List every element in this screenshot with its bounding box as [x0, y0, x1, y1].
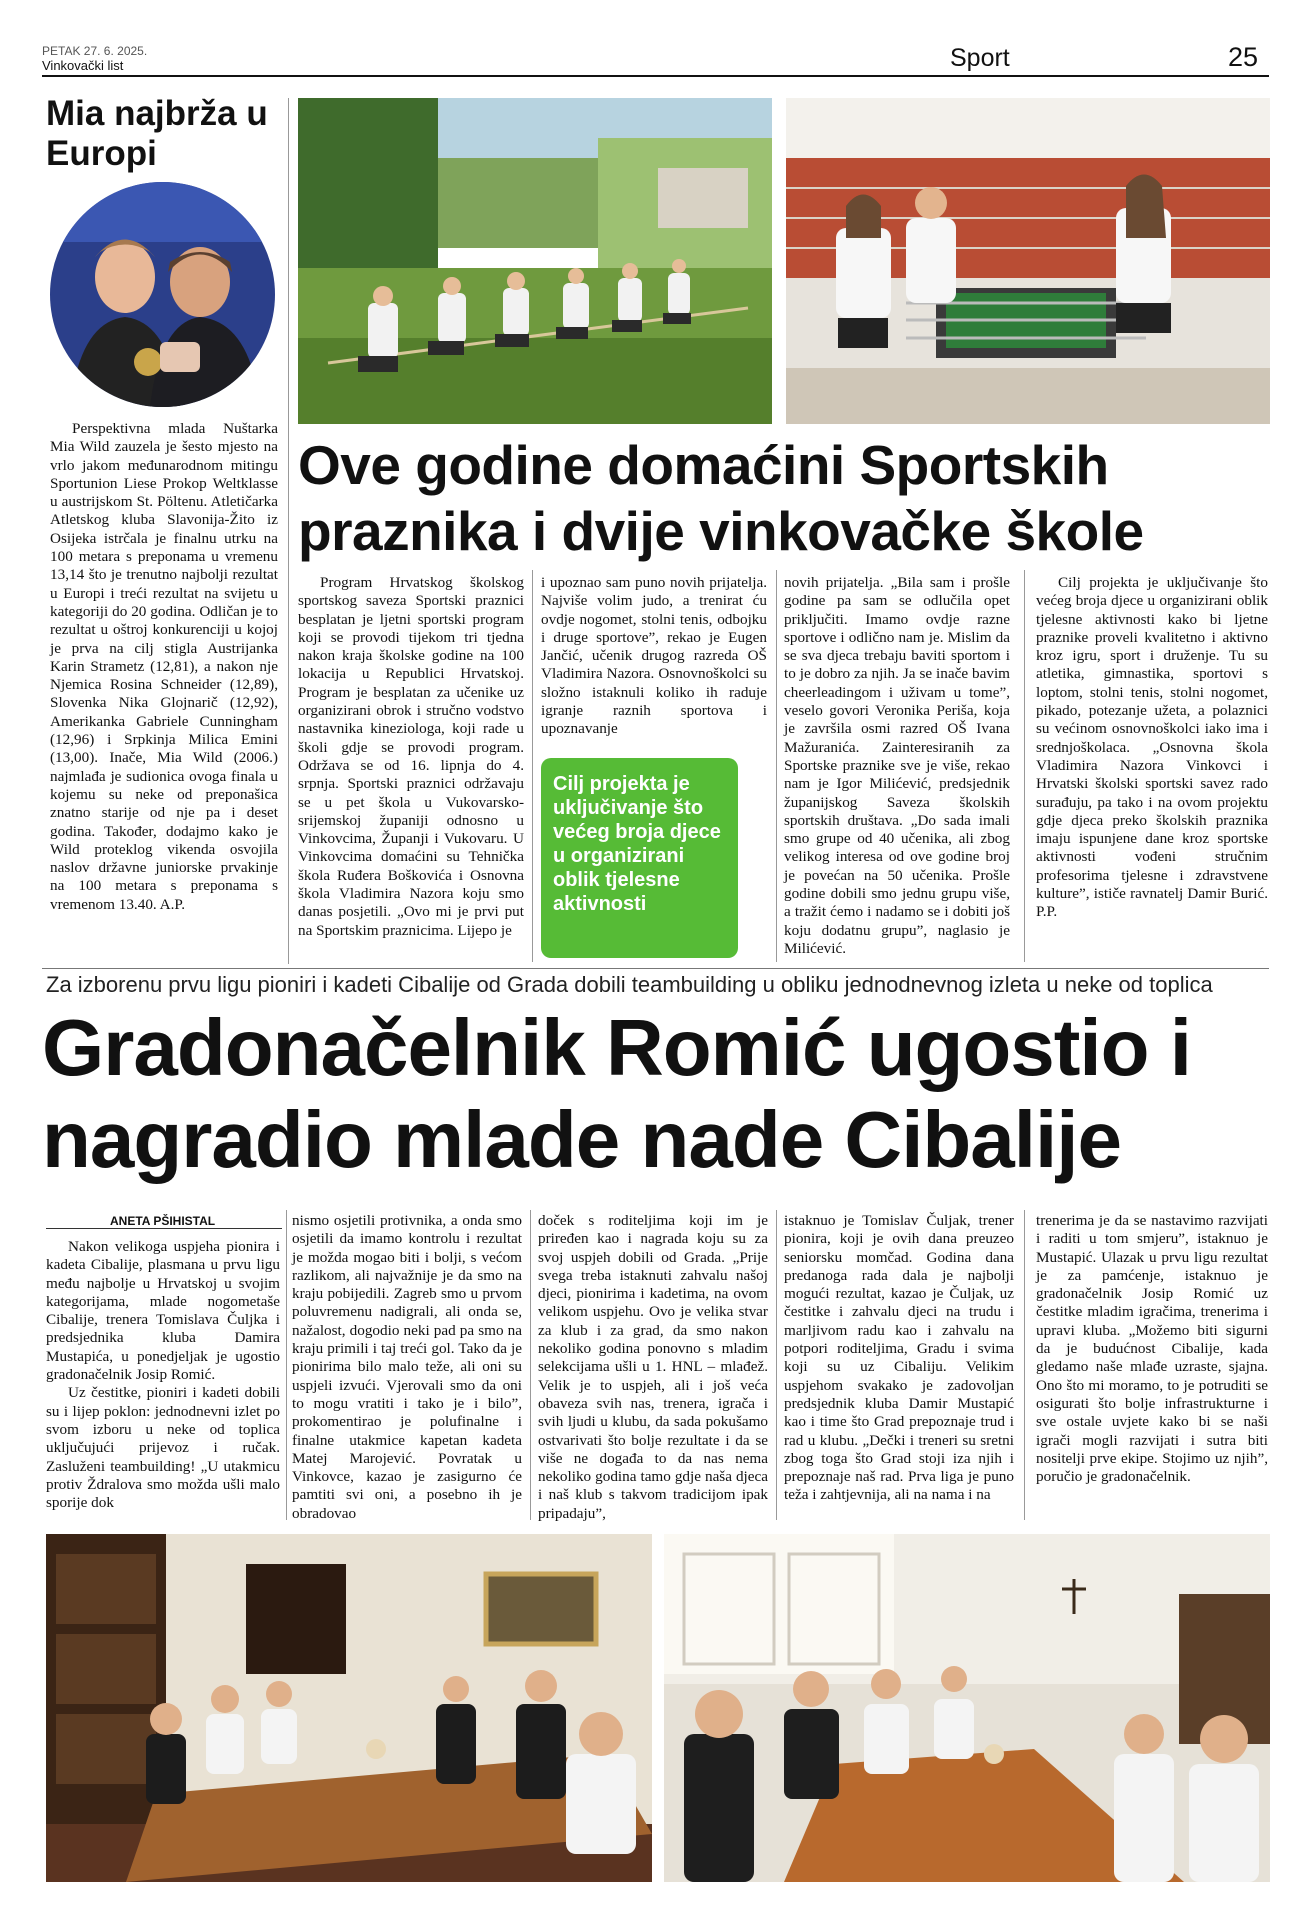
author-rule [46, 1228, 282, 1229]
article2-column-4: istaknuo je Tomislav Čuljak, trener pionira, koji je ovih dana preuzeo seniorsku momčad. Godina dana predanoga rada dala je najbolji mogući rezultat, kazao je Čuljak, uz čestitke i zahvalu djeci na trudu i marljivom radu kao i zahvalu na potpori roditeljima, Gradu i svima koji su uz Cibaliju. Velikim uspjehom svakako je zadovoljan predsjednik kluba Damir Mustapić kao i time što Grad prepoznaje trud i rad u klubu. „Dečki i treneri su sretni zbog toga što Grad stoji iza njih i prepoznaje naš rad. Prva liga je puno teža i zahtjevnija, ali na nama i na [784, 1212, 1014, 1504]
article2-column-3: doček s roditeljima koji im je priređen kao i nagrada koju su za svoj uspjeh dobili od Grada. „Prije svega treba istaknuti zahvalu našoj djeci, pionirima i kadetima, na ovom velikom uspjehu. Ovo je velika stvar za klub i za grad, da smo nakon nekoliko godina ponovno s mladim selekcijama ušli u 1. HNL – mlađež. Velik je to uspjeh, ali i još veća obaveza svih nas, trenera, igrača i svih ljudi u klubu, da sada pokušamo ostvarivati što bolje rezultate i da se više ne događa to da nas nema nekoliko godina tamo gdje naša djeca i naš klub s takvom tradicijom ipak pripadaju”, [538, 1212, 768, 1522]
article2-headline: Gradonačelnik Romić ugostio i nagradio mlade nade Cibalije [42, 1003, 1191, 1184]
article2-column-2: nismo osjetili protivnika, a onda smo osjetili da imamo kontrolu i rezultat je možda mogao biti i bolji, s većom razlikom, ali najvažnije je da smo na kraju pobijedili. Zagreb smo u prvom poluvremenu nadigrali, ali onda se, nažalost, dogodio neki pad pa smo na kraju primili i taj treći gol. Tako da je pionirima bilo malo teže, ali oni su uspjeli izvući. Vjerovali smo da oni to mogu vratiti i tako je i bilo”, prokomentirao je polufinalne i finalne utakmice kapetan kadeta Matej Marojević. Povratak u Vinkovce, kazao je zasigurno će pamtiti svi oni, a posebno ih je obradovao [292, 1212, 522, 1522]
tug-of-war-photo [298, 98, 772, 424]
article2-column-1: Nakon velikoga uspjeha pionira i kadeta Cibalije, plasmana u prvu ligu među najbolje u Hrvatskoj u svojim kategorijama, mlade nogometaše Cibalije, trenera Tomislava Čuljka i predsjednika kluba Damira Mustapića, u ponedjeljak je ugostio gradonačelnik Josip Romić. Uz čestitke, pioniri i kadeti dobili su i lijep poklon: jednodnevni izlet po svom izboru u neke od toplica uključujući prijevoz i ručak. Zasluženi teambuilding! „U utakmicu protiv Ždralova smo možda ušli malo sporije dok [46, 1238, 280, 1512]
newspaper-name: Vinkovački list [42, 58, 124, 73]
article1-column-1: Program Hrvatskog školskog sportskog saveza Sportski praznici besplatan je ljetni sportski program koji se provodi tijekom tri tjedna nakon kraja školske godine na 100 lokacija u Republici Hrvatskoj. Program je besplatan za učenike uz organizirani obrok i stručno vodstvo nastavnika kineziologa, koji rade u školi gdje se provodi program. Održava se od 16. lipnja do 4. srpnja. Sportski praznici održavaju se u pet škola u Vukovarsko-srijemskoj županiji odnosno u Vinkovcima, Županji i Vukovaru. U Vinkovcima domaćini su Tehnička škola Ruđera Boškovića i Osnovna škola Vladimira Nazora koju smo danas posjetili. „Ovo mi je prvi put na Sportskim praznicima. Lijepo je [298, 574, 524, 939]
article1-headline: Ove godine domaćini Sportskih praznika i dvije vinkovačke škole [298, 434, 1144, 562]
header-rule [42, 75, 1269, 77]
table-football-photo [786, 98, 1270, 424]
article2-author: ANETA PŠIHISTAL [110, 1214, 216, 1228]
article2-kicker: Za izborenu prvu ligu pioniri i kadeti Cibalije od Grada dobili teambuilding u obliku jednodnevnog izleta u neke od toplica [46, 972, 1213, 997]
article1-column-4: Cilj projekta je uključivanje što većeg broja djece u organizirani oblik tjelesne aktivnosti kako bi ljetne praznike proveli kvalitetno i aktivno kroz igru, sport i druženje. Tu su atletika, gimnastika, sportovi s loptom, stolni tenis, stolni nogomet, pikado, potezanje užeta, a polaznici su većinom osnovnoškolci iako ima i srednjoškolaca. „Osnovna škola Vladimira Nazora Vinkovci i Hrvatski školski sportski savez rado surađuju, pa tako i na ovom projektu gdje djeca preko školskih praznika imaju ispunjene dane kroz sportske aktivnosti vođeni stručnim profesorima tjelesne i zdravstvene kulture”, ističe ravnatelj Damir Burić. P.P. [1036, 574, 1268, 921]
mia-article-body: Perspektivna mlada Nuštarka Mia Wild zauzela je šesto mjesto na vrlo jakom međunarodnom mitingu Sportunion Liese Prokop Weltklasse u austrijskom St. Pöltenu. Atletičarka Atletskog kluba Slavonija-Žito iz Osijeka istrčala je finalnu utrku na 100 metara s preponama u vremenu 13,14 što je trenutno najbolji rezultat u Europi i treći rezultat na svijetu u kategoriji do 20 godina. Odličan je to rezultat u oštroj konkurenciji u kojoj je prva na cilj stigla Austrijanka Karin Strametz (12,81), a nakon nje Njemica Rosina Schneider (12,89), Slovenka Nika Glojnarič (12,92), Amerikanka Gabriele Cunningham (12,96) i Srpkinja Milica Emini (13,00). Inače, Mia Wild (2006.) najmlađa je sudionica ovoga finala u kojemu su neke od preponašica znatno starije od nje pa i deset godina. Također, dodajmo kako je Wild proteklog vikenda osvojila naslov državne juniorske prvakinje na 100 metara s preponama s vremenom 13.40. A.P. [50, 420, 278, 913]
article1-callout-box: Cilj projekta je uključivanje što većeg broja djece u organizirani oblik tjelesne aktivnosti [541, 758, 738, 958]
column-divider [286, 1210, 287, 1520]
column-divider [530, 1210, 531, 1520]
article2-column-5: trenerima je da se nastavimo razvijati i raditi u tom smjeru”, istaknuo je Mustapić. Ulazak u prvu ligu rezultat je za pamćenje, istaknuo je gradonačelnik Josip Romić uz čestitke mladim igračima, trenerima i upravi kluba. „Možemo biti sigurni da je budućnost Cibalije, kada gledamo naše mlađe uzraste, sjajna. Ono što mi moramo, to je potruditi se osigurati što bolje infrastrukturne i sve ostale uvjete kako bi se naši igrači mogli razvijati i sutra biti nositelji prve ekipe. Stojimo uz njih”, poručio je gradonačelnik. [1036, 1212, 1268, 1486]
column-divider [288, 98, 289, 964]
mayor-meeting-photo-2 [664, 1534, 1270, 1882]
column-divider [532, 570, 533, 962]
mia-wild-photo [50, 182, 275, 407]
column-divider [1024, 570, 1025, 962]
section-title: Sport [950, 44, 1010, 72]
article1-column-3: novih prijatelja. „Bila sam i prošle godine pa sam se odlučila opet priključiti. Imamo ovdje razne sportove i odlično nam je. Mislim da se sva djeca trebaju baviti sportom i to je dobro za njih. Ja se inače bavim cheerleadingom i uživam u tome”, veselo govori Veronika Periša, koja je završila osmi razred OŠ Ivana Mažuranića. Zainteresiranih za Sportske praznike sve je više, rekao nam je Igor Milićević, predsjednik županijskog Saveza školskih sportskih društava. „Do sada imali smo grupe od 40 učenika, ali zbog velikog interesa od ove godine broj je povećan na 50 učenika. Prošle godine dobili smo jednu grupu više, a tražit ćemo i nadamo se i dobiti još koju dodatnu grupu”, naglasio je Milićević. [784, 574, 1010, 957]
article1-column-2: i upoznao sam puno novih prijatelja. Najviše volim judo, a trenirat ću ovdje nogomet, stolni tenis, odbojku i druge sportove”, rekao je Eugen Jančić, učenik drugog razreda OŠ Vladimira Nazora. Osnovnoškolci su složno istaknuli koliko ih raduje igranje raznih sportova i upoznavanje [541, 574, 767, 738]
section-divider [42, 968, 1269, 969]
column-divider [1024, 1210, 1025, 1520]
column-divider [776, 1210, 777, 1520]
issue-date: PETAK 27. 6. 2025. [42, 44, 148, 58]
mia-article-title: Mia najbrža u Europi [46, 94, 268, 173]
column-divider [776, 570, 777, 962]
mayor-meeting-photo-1 [46, 1534, 652, 1882]
page-number: 25 [1228, 42, 1259, 72]
